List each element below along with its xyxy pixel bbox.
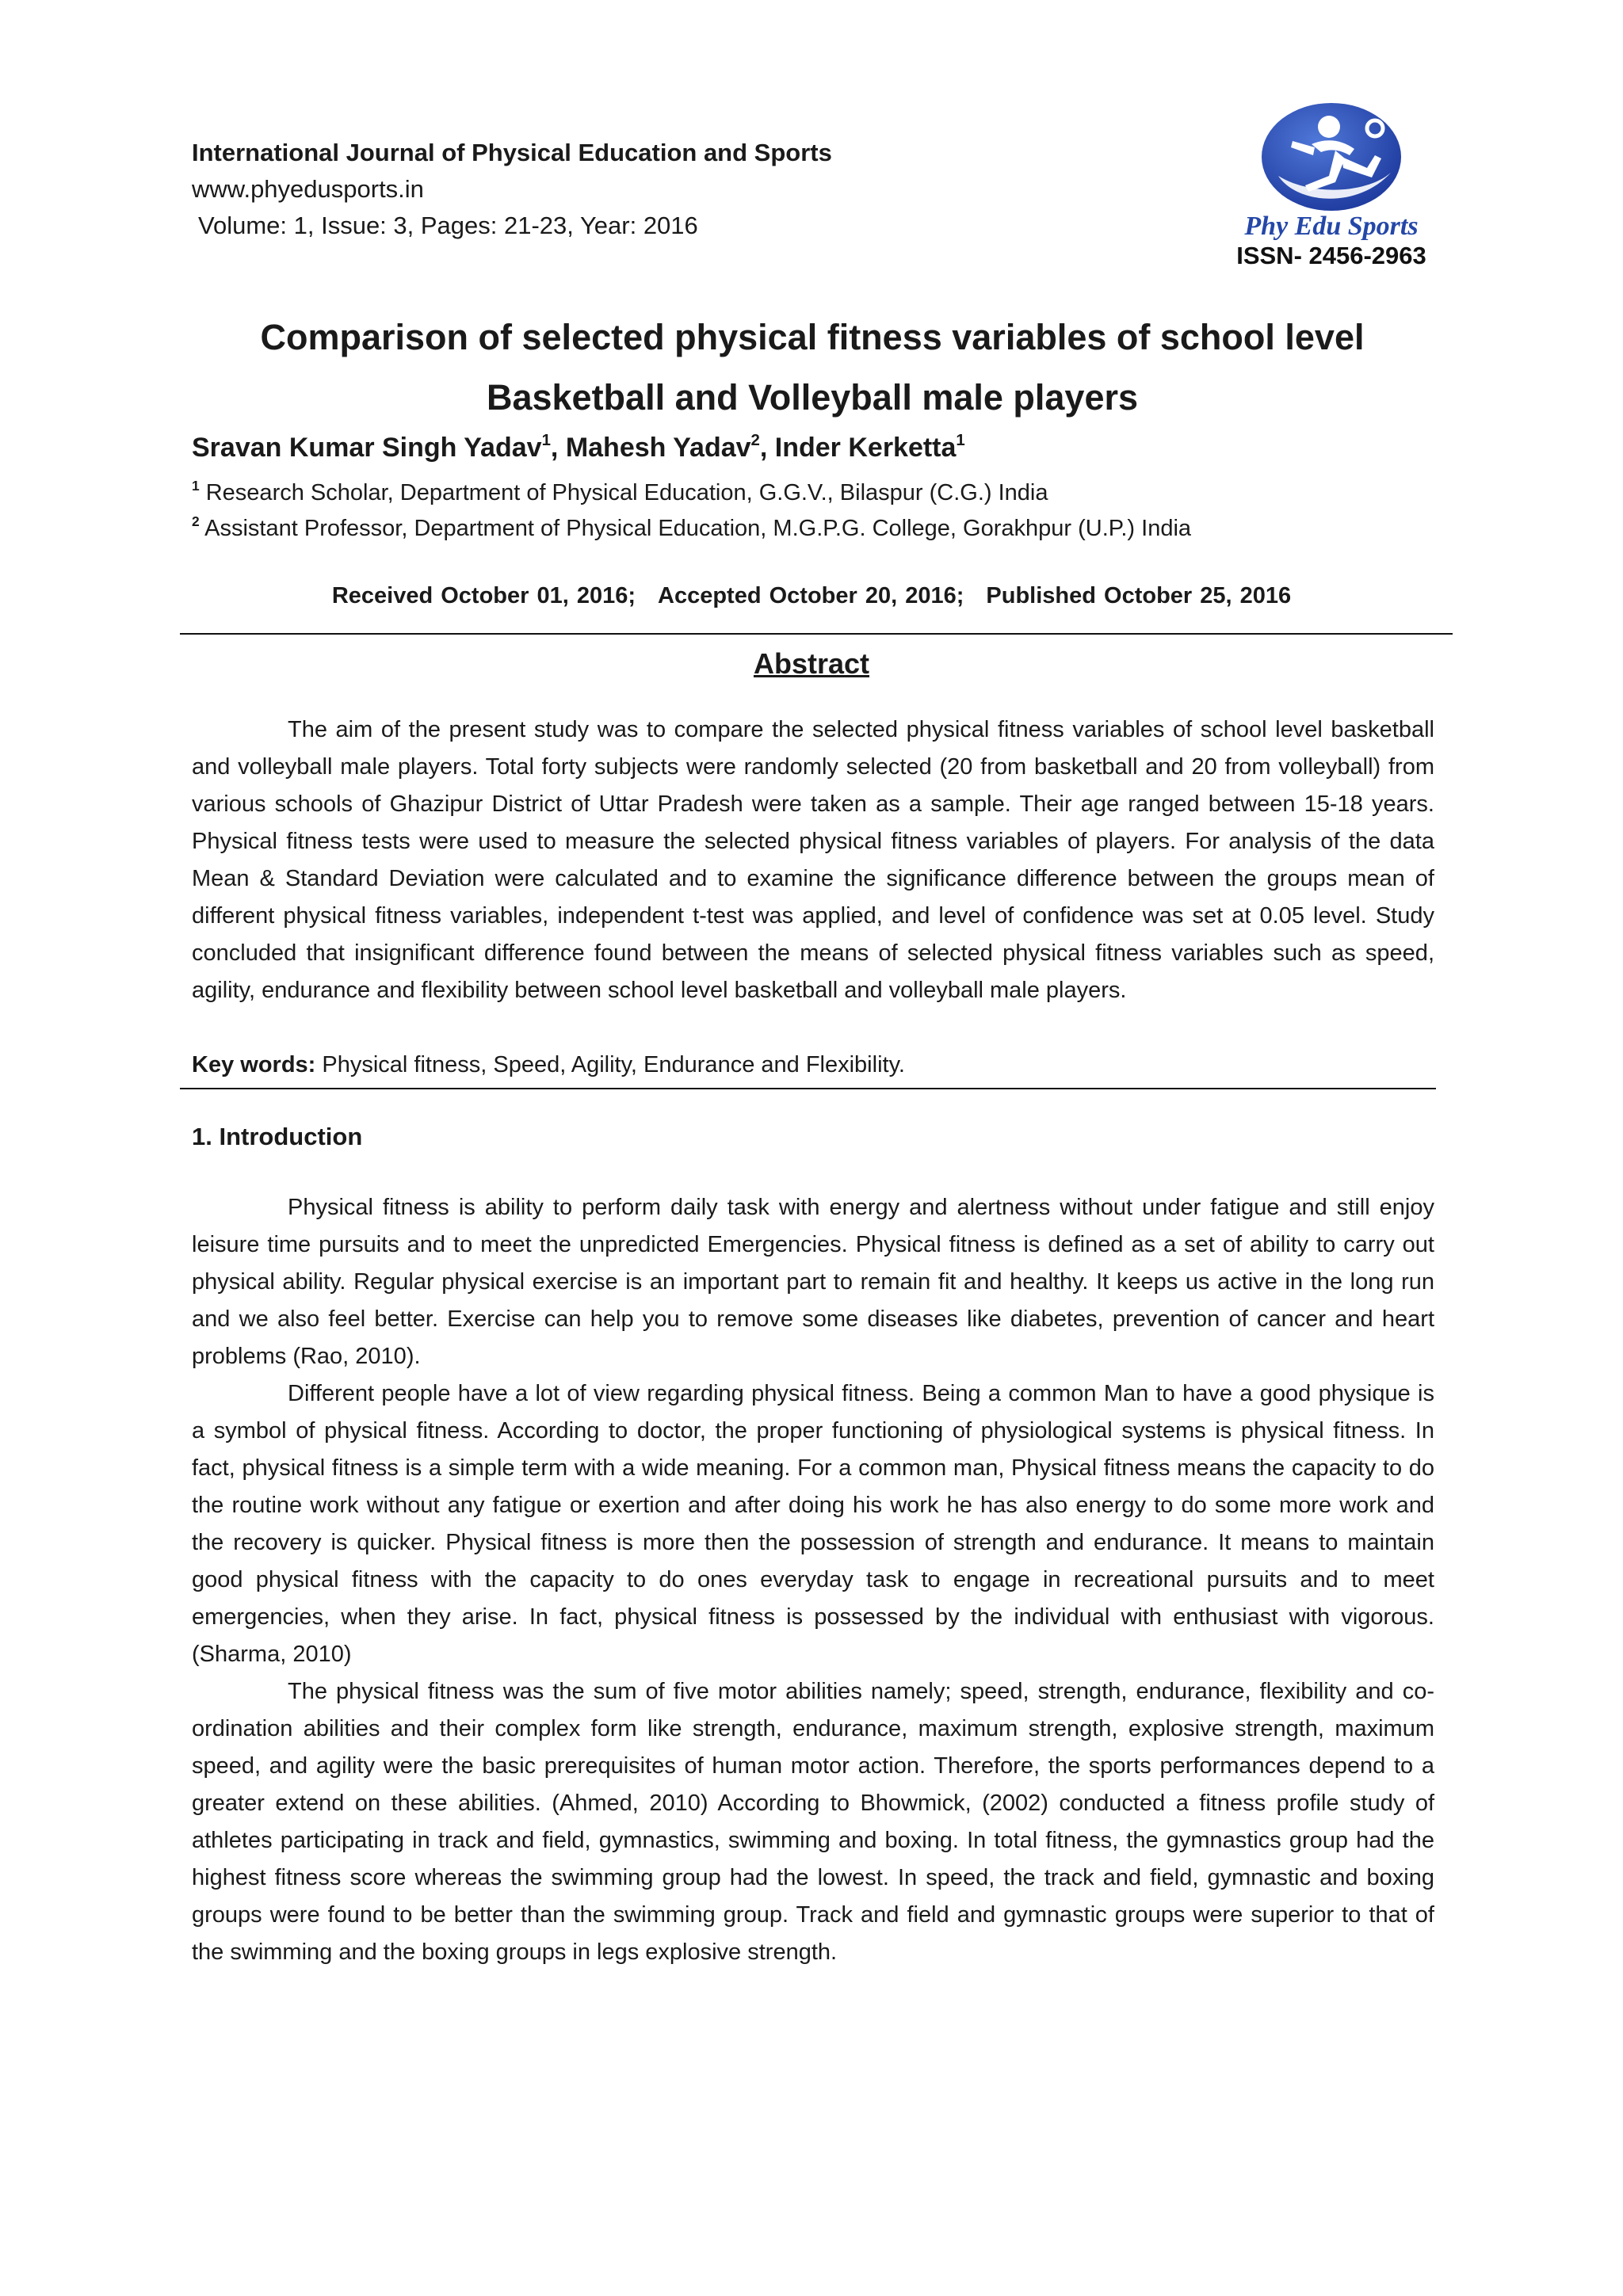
author-list: Sravan Kumar Singh Yadav$^1$, Mahesh Yadav$^2$, Inder Kerketta$^1$ bbox=[192, 431, 965, 463]
affiliation-number: 1 bbox=[192, 477, 200, 494]
published-date: Published October 25, 2016 bbox=[986, 583, 1292, 608]
abstract-heading: Abstract bbox=[753, 647, 870, 680]
paragraph: Physical fitness is ability to perform daily task with energy and alertness without under fatigue and still enjoy leisure time pursuits and to meet the unpredicted Emergencies. Physical fitness is defined as a set of ability to carry out physical ability. Regular physical exercise is an important part to remain fit and healthy. It keeps us active in the long run and we also feel better. Exercise can help you to remove some diseases like diabetes, prevention of cancer and heart problems (Rao, 2010). bbox=[192, 1195, 1434, 1369]
paragraph: Different people have a lot of view regarding physical fitness. Being a common Man to have a good physique is a symbol of physical fitness. According to doctor, the proper functioning of physiological systems is physical fitness. In fact, physical fitness is a simple term with a wide meaning. For a common man, Physical fitness means the capacity to do the routine work without any fatigue or exertion and after doing his work he has also energy to do some more work and the recovery is quicker. Physical fitness is more then the possession of strength and endurance. It means to maintain good physical fitness with the capacity to do ones everyday task to engage in recreational pursuits and to meet emergencies, when they arise. In fact, physical fitness is possessed by the individual with enthusiast with vigorous. (Sharma, 2010) bbox=[192, 1381, 1434, 1667]
abstract-body bbox=[192, 711, 1434, 1009]
publication-dates bbox=[0, 578, 1623, 613]
logo-wordmark: Phy Edu Sports bbox=[1244, 212, 1419, 241]
journal-logo bbox=[1224, 100, 1438, 274]
runner-logo-icon bbox=[1256, 100, 1407, 219]
author-name: Sravan Kumar Singh Yadav bbox=[192, 433, 542, 463]
keywords-label: Key words: bbox=[192, 1052, 316, 1077]
author-name: Inder Kerketta bbox=[774, 433, 957, 463]
paragraph: The physical fitness was the sum of five motor abilities namely; speed, strength, endurance, flexibility and co-ordination abilities and their complex form like strength, endurance, maximum strength, explosive strength, maximum speed, and agility were the basic prerequisites of human motor action. Therefore, the sports performances depend to a greater extend on these abilities. (Ahmed, 2010) According to Bhowmick, (2002) conducted a fitness profile study of athletes participating in track and field, gymnastics, swimming and boxing. In total fitness, the gymnastics group had the highest fitness score whereas the swimming group had the lowest. In speed, the track and field, gymnastic and boxing groups were found to be better than the swimming group. Track and field and gymnastic groups were superior to that of the swimming and the boxing groups in legs explosive strength. bbox=[192, 1679, 1434, 1965]
issn: ISSN- 2456-2963 bbox=[1236, 242, 1426, 269]
author-affil-mark: 2 bbox=[750, 431, 760, 449]
abstract-text: The aim of the present study was to compare the selected physical fitness variables of school level basketball and volleyball male players. Total forty subjects were randomly selected (20 from basketball and 20 from volleyball) from various schools of Ghazipur District of Uttar Pradesh were taken as a sample. Their age ranged between 15-18 years. Physical fitness tests were used to measure the selected physical fitness variables of players. For analysis of the data Mean & Standard Deviation were calculated and to examine the significance difference between the groups mean of different physical fitness variables, independent t-test was applied, and level of confidence was set at 0.05 level. Study concluded that insignificant difference found between the means of selected physical fitness variables such as speed, agility, endurance and flexibility between school level basketball and volleyball male players. bbox=[192, 717, 1434, 1003]
section-heading-introduction: 1. Introduction bbox=[192, 1123, 363, 1150]
author-name: Mahesh Yadav bbox=[565, 433, 751, 463]
author-affil-mark: 1 bbox=[956, 431, 965, 449]
journal-volume: Volume: 1, Issue: 3, Pages: 21-23, Year: 2016 bbox=[198, 212, 698, 239]
affiliation-text: Assistant Professor, Department of Physical Education, M.G.P.G. College, Gorakhpur (U.P.) India bbox=[204, 516, 1192, 541]
author-affil-mark: 1 bbox=[541, 431, 551, 449]
journal-info bbox=[192, 135, 832, 244]
affiliations bbox=[192, 475, 1191, 547]
journal-name: International Journal of Physical Education and Sports bbox=[192, 139, 832, 166]
affiliation-item bbox=[192, 475, 1191, 511]
journal-website[interactable]: www.phyedusports.in bbox=[192, 175, 424, 203]
affiliation-item bbox=[192, 511, 1191, 547]
divider bbox=[180, 1088, 1436, 1089]
keywords bbox=[192, 1047, 905, 1084]
paper-title bbox=[158, 307, 1466, 428]
title-line-2: Basketball and Volleyball male players bbox=[486, 377, 1139, 418]
accepted-date: Accepted October 20, 2016; bbox=[658, 583, 964, 608]
divider bbox=[180, 633, 1453, 635]
title-line-1: Comparison of selected physical fitness variables of school level bbox=[260, 317, 1365, 357]
received-date: Received October 01, 2016; bbox=[331, 583, 636, 608]
affiliation-number: 2 bbox=[192, 513, 200, 529]
introduction-body bbox=[192, 1189, 1434, 1971]
keywords-list: Physical fitness, Speed, Agility, Endurance and Flexibility. bbox=[322, 1052, 905, 1077]
affiliation-text: Research Scholar, Department of Physical Education, G.G.V., Bilaspur (C.G.) India bbox=[205, 480, 1048, 505]
